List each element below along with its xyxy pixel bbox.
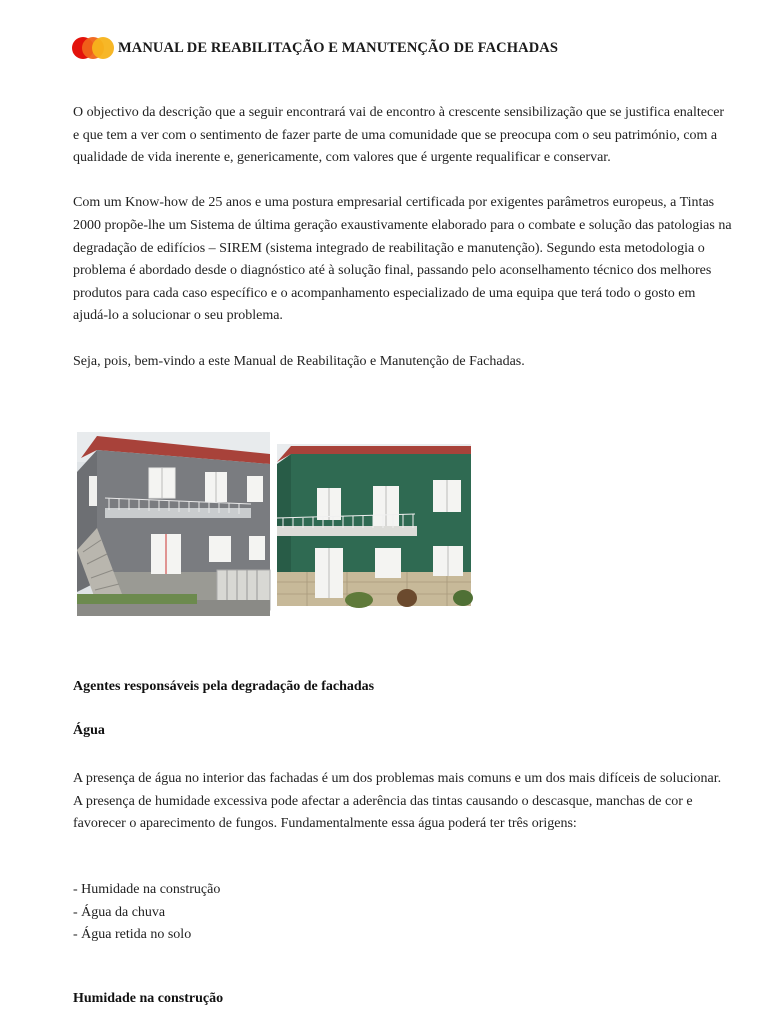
section-heading-humidade: Humidade na construção <box>73 991 224 1006</box>
agua-text: A presença de água no interior das fachadas é um dos problemas mais comuns e um dos mais difíceis de solucionar. A presença de humidade excessiva pode afectar a aderência das tintas causando o descasque, manchas de cor e favorecer o aparecimento de fungos. Fundamentalmente essa água poderá ter três origens: <box>73 771 722 832</box>
before-after-photos <box>77 432 477 622</box>
after-house-photo <box>277 444 473 608</box>
intro-paragraph-2: Com um Know-how de 25 anos e uma postura empresarial certificada por exigentes parâmetros europeus, a Tintas 2000 propõe-lhe um Sistema de última geração exaustivamente elaborado para o combate e solução das patologias na degradação de edifícios – SIREM (sistema integrado de reabilitação e manutenção). Segundo esta metodologia o problema é abordado desde o diagnóstico até à solução final, passando pelo aconselhamento técnico dos melhores produtos para cada caso específico e o acompanhamento especializado de uma equipa que terá todo o gosto em ajudá-lo a solucionar o seu problema. <box>73 195 732 324</box>
list-item: - Água da chuva <box>73 904 166 920</box>
intro-paragraph-3: Seja, pois, bem-vindo a este Manual de Reabilitação e Manutenção de Fachadas. <box>73 353 525 369</box>
intro-text <box>73 102 733 373</box>
brand-logo <box>72 37 114 59</box>
document-header <box>72 36 558 60</box>
intro-paragraph-1: O objectivo da descrição que a seguir encontrará vai de encontro à crescente sensibilização que se justifica enaltecer e que tem a ver com o sentimento de fazer parte de uma comunidade que se preocupa com o seu património, com a qualidade de vida inerente e, genericamente, com valores que é urgente requalificar e conservar. <box>73 105 725 166</box>
agua-paragraph <box>73 768 733 836</box>
document-title: MANUAL DE REABILITAÇÃO E MANUTENÇÃO DE FACHADAS <box>118 39 558 56</box>
list-item: - Água retida no solo <box>73 927 192 943</box>
section-heading-agua: Água <box>73 723 105 738</box>
agua-origins-list <box>73 879 220 947</box>
list-item: - Humidade na construção <box>73 882 221 897</box>
section-heading-agents: Agentes responsáveis pela degradação de fachadas <box>73 679 375 694</box>
before-house-photo <box>77 432 270 616</box>
